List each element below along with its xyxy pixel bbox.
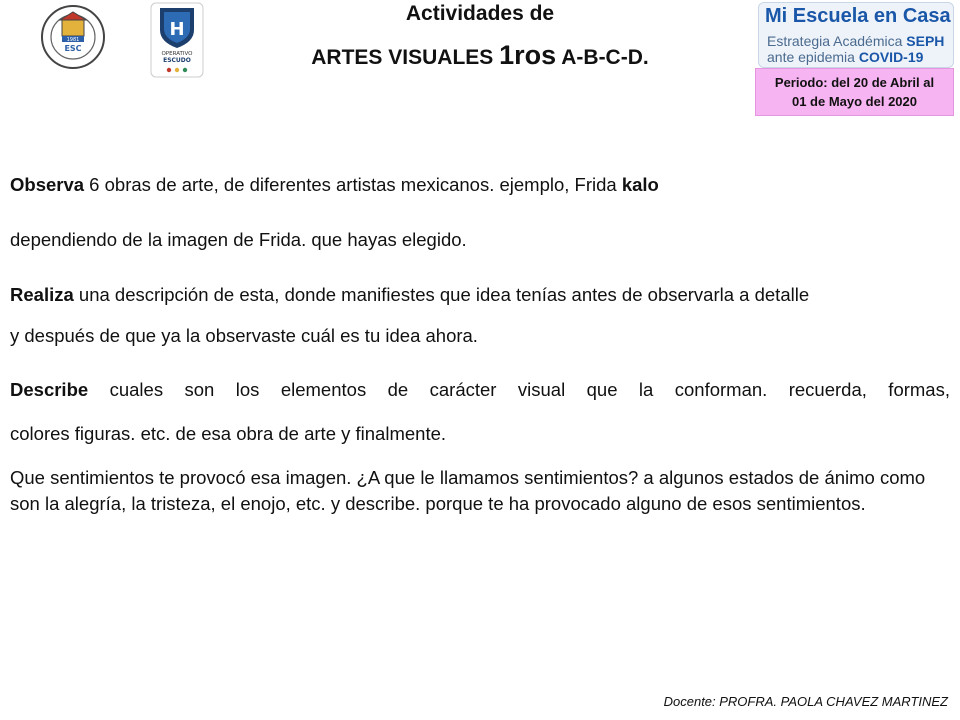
banner-subtitle-1	[767, 33, 944, 49]
instruction-describe-line-2: colores figuras. etc. de esa obra de arte y finalmente.	[10, 423, 447, 444]
banner-sub2-bold: COVID-19	[858, 49, 924, 65]
banner-subtitle-2	[767, 49, 923, 65]
banner-sub1-text: Estrategia Académica	[767, 33, 907, 49]
banner-title: Mi Escuela en Casa	[765, 5, 951, 27]
page-title-line-2	[260, 40, 700, 71]
describe-text: cuales son los elementos de carácter visual que la conforman. recuerda, formas,	[88, 379, 950, 400]
keyword-kalo: kalo	[621, 174, 659, 195]
page-title-line-1: Actividades de	[405, 2, 555, 25]
operativo-escudo-logo	[150, 2, 204, 78]
keyword-observa: Observa	[10, 174, 85, 195]
escudo-logo-text-2: ESCUDO	[163, 57, 191, 64]
instruction-observa	[10, 174, 950, 196]
school-seal-logo	[38, 4, 108, 70]
escudo-logo-text-1: OPERATIVO	[161, 51, 193, 57]
svg-text:H: H	[169, 19, 185, 40]
title-subject: ARTES VISUALES	[311, 46, 500, 69]
school-logo-text: ESC	[64, 44, 82, 53]
instruction-sentimientos: Que sentimientos te provocó esa imagen. ¿A que le llamamos sentimientos? a algunos estados de ánimo como son la alegría, la tristeza, el enojo, etc. y describe. porque te ha provocado alguno de esos sentimientos.	[10, 467, 926, 514]
instruction-realiza-line-2: y después de que ya la observaste cuál es tu idea ahora.	[10, 325, 478, 346]
instruction-frida: dependiendo de la imagen de Frida. que hayas elegido.	[10, 229, 467, 250]
period-line-1: Periodo: del 20 de Abril al	[774, 75, 935, 90]
realiza-text: una descripción de esta, donde manifiestes que idea tenías antes de observarla a detalle	[73, 284, 810, 305]
school-logo-year: 1981	[66, 37, 80, 43]
period-line-2: 01 de Mayo del 2020	[791, 94, 917, 109]
keyword-describe: Describe	[10, 379, 89, 400]
period-box	[755, 68, 954, 116]
title-groups: A-B-C-D.	[556, 46, 649, 69]
observa-text: 6 obras de arte, de diferentes artistas mexicanos. ejemplo, Frida	[84, 174, 622, 195]
keyword-realiza: Realiza	[10, 284, 74, 305]
instruction-describe	[10, 379, 950, 401]
banner-sub2-text: ante epidemia	[767, 49, 859, 65]
teacher-signature: Docente: PROFRA. PAOLA CHAVEZ MARTINEZ	[663, 694, 948, 709]
mi-escuela-en-casa-banner	[758, 2, 954, 68]
instruction-realiza	[10, 284, 950, 306]
banner-sub1-bold: SEPH	[906, 33, 945, 49]
title-grade: 1ros	[499, 40, 557, 70]
